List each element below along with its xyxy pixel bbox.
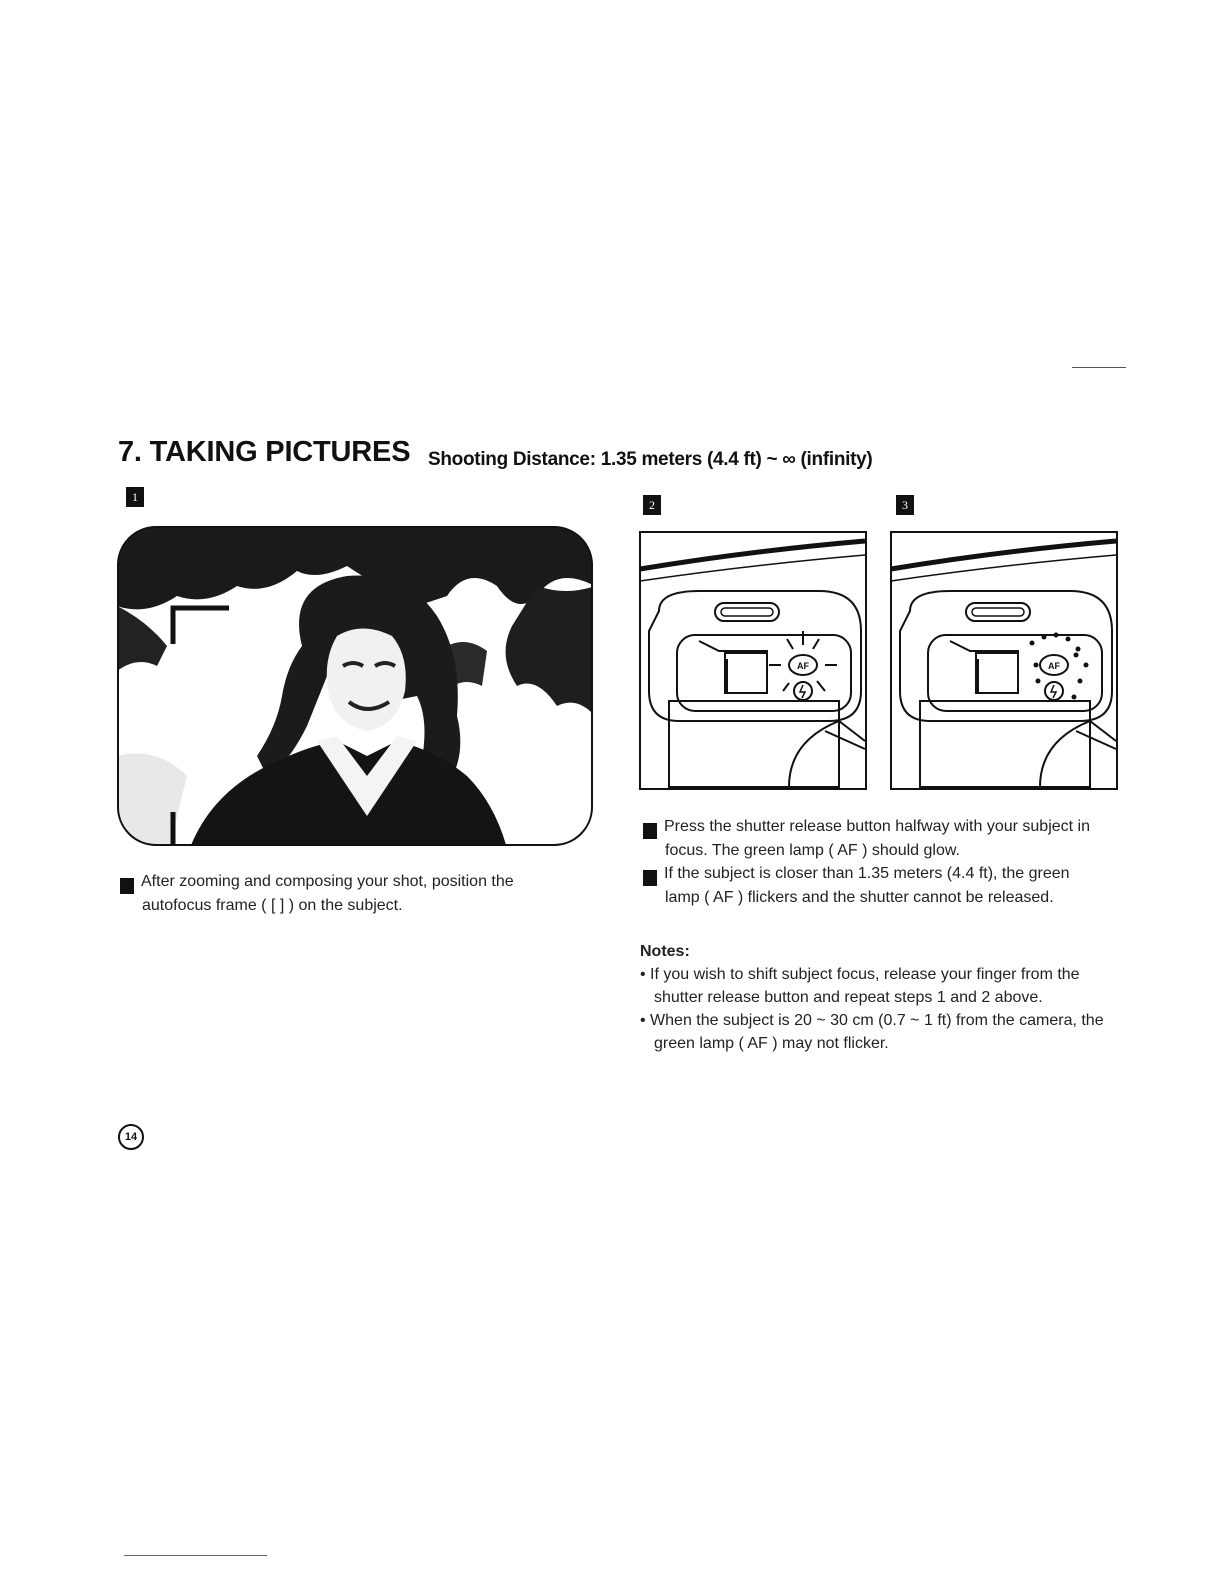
caption-marker-1: 1 [120, 878, 134, 894]
caption-text-1: After zooming and composing your shot, position the autofocus frame ( [ ] ) on the subject. [141, 873, 514, 914]
top-rule [1072, 367, 1126, 368]
caption-text-3: If the subject is closer than 1.35 meters (4.4 ft), the green lamp ( AF ) flickers and the shutter cannot be released. [664, 865, 1070, 906]
step-marker-3: 3 [896, 495, 914, 515]
af-lamp-label: AF [1048, 661, 1060, 671]
page-title: 7. TAKING PICTURES [118, 436, 411, 468]
notes-heading: Notes: [640, 943, 690, 960]
note-item: • If you wish to shift subject focus, release your finger from the shutter release button and repeat steps 1 and 2 above. [640, 966, 1080, 1006]
note-item: • When the subject is 20 ~ 30 cm (0.7 ~ 1 ft) from the camera, the green lamp ( AF ) may not flicker. [640, 1012, 1104, 1052]
caption-marker-3: 3 [643, 870, 657, 886]
step-marker-1: 1 [126, 487, 144, 507]
viewfinder-lamp-flicker-illustration [890, 531, 1118, 791]
page-number: 14 [118, 1124, 144, 1150]
note-text-2: When the subject is 20 ~ 30 cm (0.7 ~ 1 ft) from the camera, the green lamp ( AF ) may not flicker. [650, 1012, 1104, 1052]
af-lamp-label: AF [797, 661, 809, 671]
caption-marker-2: 2 [643, 823, 657, 839]
bottom-rule [124, 1555, 267, 1556]
caption-step-1 [113, 870, 580, 917]
step-marker-2: 2 [643, 495, 661, 515]
caption-text-2: Press the shutter release button halfway with your subject in focus. The green lamp ( AF ) should glow. [664, 818, 1090, 859]
viewfinder-lamp-glow-illustration [639, 531, 867, 791]
note-text-1: If you wish to shift subject focus, release your finger from the shutter release button and repeat steps 1 and 2 above. [650, 966, 1080, 1006]
caption-steps-2-3 [636, 815, 1103, 909]
shooting-distance-subtitle: Shooting Distance: 1.35 meters (4.4 ft) ~ ∞ (infinity) [428, 449, 873, 470]
notes-section [640, 940, 1110, 1055]
viewfinder-photo [117, 526, 595, 848]
